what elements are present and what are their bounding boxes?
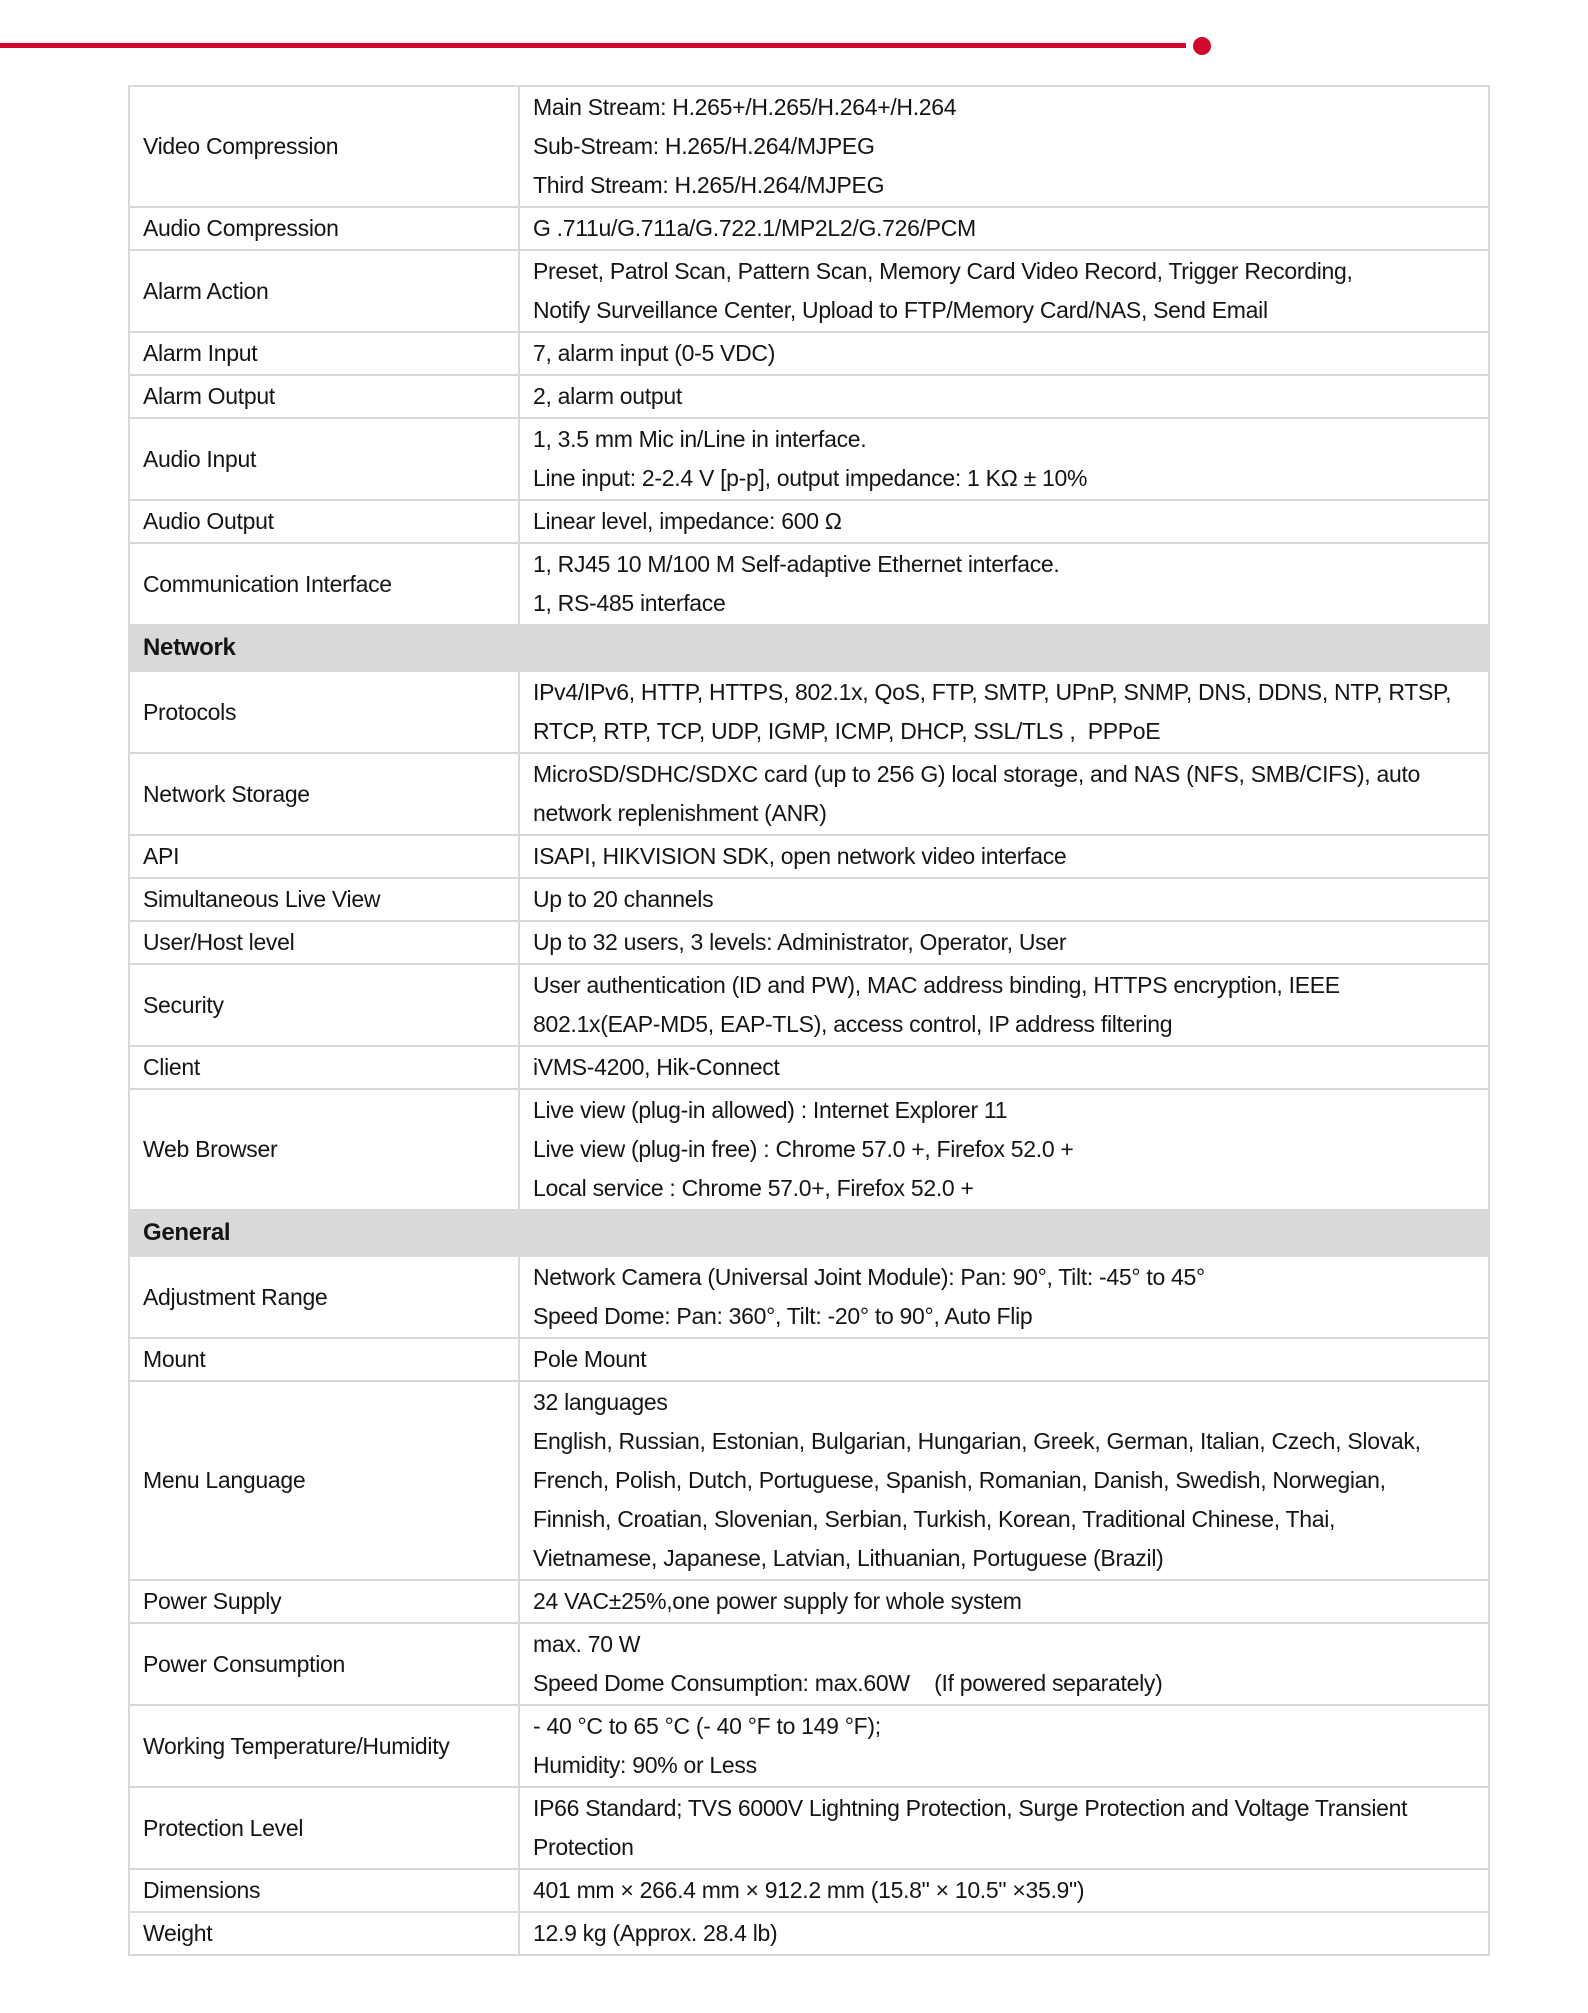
spec-value-line: French, Polish, Dutch, Portuguese, Spanish, Romanian, Danish, Swedish, Norwegian, — [533, 1467, 1386, 1493]
spec-value-line: ISAPI, HIKVISION SDK, open network video interface — [533, 843, 1067, 869]
spec-label: Audio Compression — [129, 207, 519, 250]
spec-value — [519, 86, 1489, 207]
spec-table-body — [129, 86, 1489, 1955]
spec-label: Client — [129, 1046, 519, 1089]
spec-label: Network Storage — [129, 753, 519, 835]
spec-value — [519, 671, 1489, 753]
spec-value-line: G .711u/G.711a/G.722.1/MP2L2/G.726/PCM — [533, 215, 976, 241]
spec-label: Alarm Input — [129, 332, 519, 375]
spec-value-line: Network Camera (Universal Joint Module): Pan: 90°, Tilt: -45° to 45° — [533, 1264, 1205, 1290]
spec-row — [129, 375, 1489, 418]
spec-value-line: Local service : Chrome 57.0+, Firefox 52.0 + — [533, 1175, 974, 1201]
spec-value-line: IPv4/IPv6, HTTP, HTTPS, 802.1x, QoS, FTP, SMTP, UPnP, SNMP, DNS, DDNS, NTP, RTSP, — [533, 679, 1452, 705]
spec-value-line: 32 languages — [533, 1389, 668, 1415]
spec-value — [519, 1046, 1489, 1089]
spec-value — [519, 250, 1489, 332]
spec-row — [129, 921, 1489, 964]
spec-row — [129, 753, 1489, 835]
spec-value — [519, 1256, 1489, 1338]
header-accent-dot-icon — [1193, 37, 1211, 55]
spec-label: Protection Level — [129, 1787, 519, 1869]
spec-row — [129, 1623, 1489, 1705]
spec-label: Communication Interface — [129, 543, 519, 625]
spec-value-line: Up to 32 users, 3 levels: Administrator, Operator, User — [533, 929, 1067, 955]
spec-value-line: max. 70 W — [533, 1631, 641, 1657]
spec-value-line: 24 VAC±25%,one power supply for whole system — [533, 1588, 1022, 1614]
spec-label: Video Compression — [129, 86, 519, 207]
spec-row — [129, 964, 1489, 1046]
header-accent-rule — [0, 43, 1186, 48]
spec-value-line: iVMS-4200, Hik-Connect — [533, 1054, 780, 1080]
spec-row — [129, 500, 1489, 543]
spec-row — [129, 1869, 1489, 1912]
spec-value-line: 401 mm × 266.4 mm × 912.2 mm (15.8" × 10.5" ×35.9") — [533, 1877, 1085, 1903]
spec-value-line: Live view (plug-in free) : Chrome 57.0 +, Firefox 52.0 + — [533, 1136, 1074, 1162]
spec-row — [129, 207, 1489, 250]
spec-row — [129, 1338, 1489, 1381]
spec-value-line: MicroSD/SDHC/SDXC card (up to 256 G) local storage, and NAS (NFS, SMB/CIFS), auto — [533, 761, 1421, 787]
spec-table — [128, 85, 1490, 1956]
spec-label: Adjustment Range — [129, 1256, 519, 1338]
spec-value — [519, 500, 1489, 543]
spec-value — [519, 1580, 1489, 1623]
spec-value-line: Notify Surveillance Center, Upload to FTP/Memory Card/NAS, Send Email — [533, 297, 1268, 323]
spec-label: User/Host level — [129, 921, 519, 964]
spec-value-line: Speed Dome: Pan: 360°, Tilt: -20° to 90°, Auto Flip — [533, 1303, 1033, 1329]
spec-row — [129, 1381, 1489, 1580]
spec-row — [129, 1580, 1489, 1623]
spec-value-line: Pole Mount — [533, 1346, 647, 1372]
spec-value-line: 802.1x(EAP-MD5, EAP-TLS), access control, IP address filtering — [533, 1011, 1173, 1037]
spec-value — [519, 1381, 1489, 1580]
spec-value-line: 1, RS-485 interface — [533, 590, 726, 616]
spec-value — [519, 921, 1489, 964]
spec-row — [129, 1912, 1489, 1955]
spec-label: API — [129, 835, 519, 878]
spec-value-line: 2, alarm output — [533, 383, 682, 409]
section-header: General — [129, 1210, 1489, 1256]
spec-label: Simultaneous Live View — [129, 878, 519, 921]
spec-label: Working Temperature/Humidity — [129, 1705, 519, 1787]
spec-value — [519, 418, 1489, 500]
spec-value-line: Humidity: 90% or Less — [533, 1752, 757, 1778]
spec-label: Weight — [129, 1912, 519, 1955]
spec-value-line: Finnish, Croatian, Slovenian, Serbian, Turkish, Korean, Traditional Chinese, Thai, — [533, 1506, 1336, 1532]
spec-row — [129, 418, 1489, 500]
spec-value-line: 1, RJ45 10 M/100 M Self-adaptive Ethernet interface. — [533, 551, 1060, 577]
spec-value-line: - 40 °C to 65 °C (- 40 °F to 149 °F); — [533, 1713, 881, 1739]
spec-value-line: Third Stream: H.265/H.264/MJPEG — [533, 172, 885, 198]
spec-value — [519, 332, 1489, 375]
spec-row — [129, 332, 1489, 375]
spec-row — [129, 86, 1489, 207]
spec-row — [129, 1089, 1489, 1210]
spec-value — [519, 1338, 1489, 1381]
spec-row — [129, 543, 1489, 625]
spec-label: Audio Input — [129, 418, 519, 500]
section-header: Network — [129, 625, 1489, 671]
spec-label: Power Supply — [129, 1580, 519, 1623]
spec-label: Menu Language — [129, 1381, 519, 1580]
section-header-row — [129, 1210, 1489, 1256]
spec-value-line: 1, 3.5 mm Mic in/Line in interface. — [533, 426, 867, 452]
spec-value — [519, 207, 1489, 250]
spec-value-line: 12.9 kg (Approx. 28.4 lb) — [533, 1920, 778, 1946]
section-header-row — [129, 625, 1489, 671]
spec-value — [519, 375, 1489, 418]
spec-value-line: User authentication (ID and PW), MAC address binding, HTTPS encryption, IEEE — [533, 972, 1340, 998]
spec-label: Protocols — [129, 671, 519, 753]
spec-label: Alarm Output — [129, 375, 519, 418]
spec-value — [519, 1089, 1489, 1210]
spec-row — [129, 250, 1489, 332]
spec-label: Audio Output — [129, 500, 519, 543]
spec-value-line: English, Russian, Estonian, Bulgarian, Hungarian, Greek, German, Italian, Czech, Slovak, — [533, 1428, 1421, 1454]
spec-row — [129, 671, 1489, 753]
spec-row — [129, 1787, 1489, 1869]
spec-label: Mount — [129, 1338, 519, 1381]
spec-value-line: 7, alarm input (0-5 VDC) — [533, 340, 776, 366]
spec-value-line: Vietnamese, Japanese, Latvian, Lithuanian, Portuguese (Brazil) — [533, 1545, 1164, 1571]
spec-value — [519, 1869, 1489, 1912]
spec-row — [129, 1046, 1489, 1089]
spec-value-line: Line input: 2-2.4 V [p-p], output impedance: 1 KΩ ± 10% — [533, 465, 1088, 491]
spec-label: Power Consumption — [129, 1623, 519, 1705]
spec-row — [129, 1256, 1489, 1338]
spec-value — [519, 878, 1489, 921]
spec-label: Alarm Action — [129, 250, 519, 332]
spec-row — [129, 835, 1489, 878]
spec-value-line: Linear level, impedance: 600 Ω — [533, 508, 842, 534]
spec-value-line: Live view (plug-in allowed) : Internet Explorer 11 — [533, 1097, 1008, 1123]
spec-row — [129, 878, 1489, 921]
spec-label: Security — [129, 964, 519, 1046]
spec-value — [519, 1912, 1489, 1955]
spec-value — [519, 835, 1489, 878]
spec-value-line: Preset, Patrol Scan, Pattern Scan, Memory Card Video Record, Trigger Recording, — [533, 258, 1353, 284]
spec-value-line: Up to 20 channels — [533, 886, 714, 912]
spec-value-line: Sub-Stream: H.265/H.264/MJPEG — [533, 133, 875, 159]
spec-value-line: Main Stream: H.265+/H.265/H.264+/H.264 — [533, 94, 957, 120]
spec-label: Web Browser — [129, 1089, 519, 1210]
spec-row — [129, 1705, 1489, 1787]
spec-value-line: Speed Dome Consumption: max.60W (If powered separately) — [533, 1670, 1163, 1696]
spec-value — [519, 1705, 1489, 1787]
spec-value-line: network replenishment (ANR) — [533, 800, 827, 826]
spec-value — [519, 1787, 1489, 1869]
spec-value — [519, 1623, 1489, 1705]
spec-value-line: RTCP, RTP, TCP, UDP, IGMP, ICMP, DHCP, SSL/TLS , PPPoE — [533, 718, 1161, 744]
spec-label: Dimensions — [129, 1869, 519, 1912]
spec-value-line: IP66 Standard; TVS 6000V Lightning Protection, Surge Protection and Voltage Transient — [533, 1795, 1408, 1821]
spec-value — [519, 964, 1489, 1046]
spec-value — [519, 543, 1489, 625]
spec-value-line: Protection — [533, 1834, 634, 1860]
spec-value — [519, 753, 1489, 835]
